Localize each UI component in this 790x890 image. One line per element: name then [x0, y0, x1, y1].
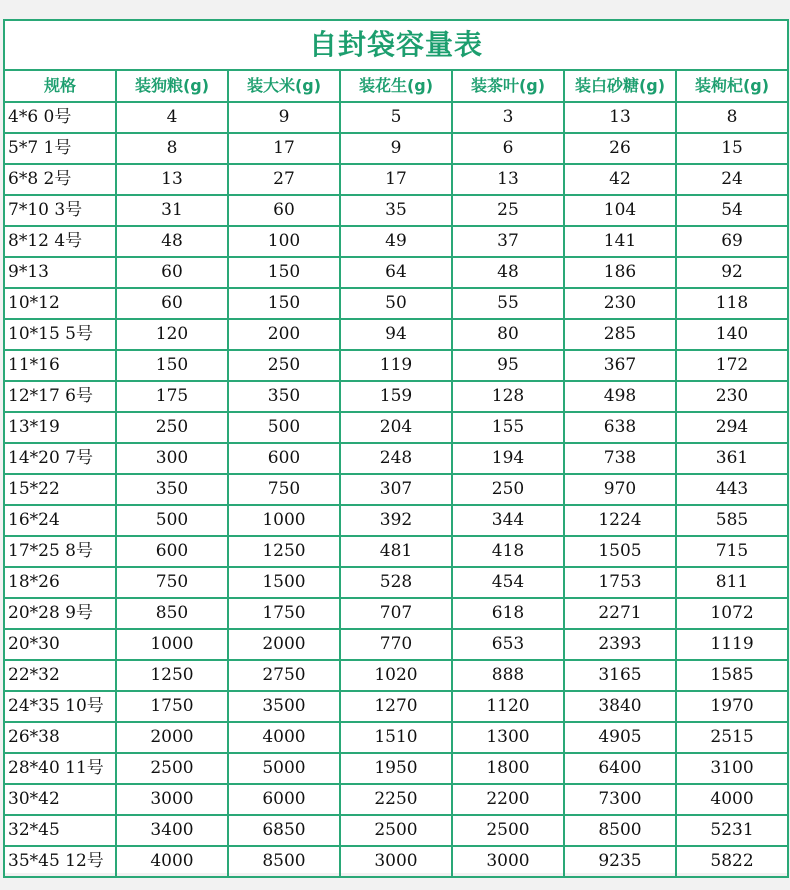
value-cell: 1800	[452, 753, 564, 784]
table-row	[4, 753, 788, 784]
spec-cell: 32*45	[4, 815, 116, 846]
value-cell: 17	[228, 133, 340, 164]
value-cell: 1224	[564, 505, 676, 536]
table-row	[4, 474, 788, 505]
value-cell: 307	[340, 474, 452, 505]
value-cell: 250	[452, 474, 564, 505]
value-cell: 9	[340, 133, 452, 164]
value-cell: 248	[340, 443, 452, 474]
value-cell: 200	[228, 319, 340, 350]
value-cell: 350	[228, 381, 340, 412]
value-cell: 48	[116, 226, 228, 257]
value-cell: 94	[340, 319, 452, 350]
value-cell: 250	[228, 350, 340, 381]
value-cell: 770	[340, 629, 452, 660]
value-cell: 4000	[228, 722, 340, 753]
value-cell: 50	[340, 288, 452, 319]
spec-cell: 24*35 10号	[4, 691, 116, 722]
value-cell: 8	[116, 133, 228, 164]
value-cell: 3000	[452, 846, 564, 877]
spec-cell: 17*25 8号	[4, 536, 116, 567]
spec-cell: 7*10 3号	[4, 195, 116, 226]
value-cell: 119	[340, 350, 452, 381]
value-cell: 13	[116, 164, 228, 195]
value-cell: 194	[452, 443, 564, 474]
value-cell: 35	[340, 195, 452, 226]
value-cell: 54	[676, 195, 788, 226]
value-cell: 707	[340, 598, 452, 629]
table-row	[4, 257, 788, 288]
spec-cell: 18*26	[4, 567, 116, 598]
value-cell: 285	[564, 319, 676, 350]
value-cell: 1000	[228, 505, 340, 536]
value-cell: 13	[452, 164, 564, 195]
value-cell: 8500	[228, 846, 340, 877]
value-cell: 2500	[116, 753, 228, 784]
table-title: 自封袋容量表	[4, 20, 788, 70]
table-row	[4, 226, 788, 257]
value-cell: 1510	[340, 722, 452, 753]
value-cell: 2750	[228, 660, 340, 691]
value-cell: 4	[116, 102, 228, 133]
value-cell: 60	[116, 288, 228, 319]
table-row	[4, 784, 788, 815]
spec-cell: 35*45 12号	[4, 846, 116, 877]
value-cell: 1119	[676, 629, 788, 660]
value-cell: 350	[116, 474, 228, 505]
value-cell: 5822	[676, 846, 788, 877]
spec-cell: 13*19	[4, 412, 116, 443]
table-row	[4, 133, 788, 164]
value-cell: 653	[452, 629, 564, 660]
table-row	[4, 350, 788, 381]
header-goji: 装枸杞(g)	[676, 70, 788, 102]
value-cell: 3000	[116, 784, 228, 815]
value-cell: 92	[676, 257, 788, 288]
value-cell: 186	[564, 257, 676, 288]
value-cell: 5	[340, 102, 452, 133]
value-cell: 600	[228, 443, 340, 474]
value-cell: 80	[452, 319, 564, 350]
table-row	[4, 629, 788, 660]
spec-cell: 20*30	[4, 629, 116, 660]
value-cell: 37	[452, 226, 564, 257]
spec-cell: 12*17 6号	[4, 381, 116, 412]
value-cell: 3	[452, 102, 564, 133]
table-row	[4, 381, 788, 412]
spec-cell: 28*40 11号	[4, 753, 116, 784]
header-tea: 装茶叶(g)	[452, 70, 564, 102]
value-cell: 600	[116, 536, 228, 567]
value-cell: 128	[452, 381, 564, 412]
table-row	[4, 846, 788, 877]
value-cell: 4000	[676, 784, 788, 815]
value-cell: 2515	[676, 722, 788, 753]
table-row	[4, 443, 788, 474]
spec-cell: 11*16	[4, 350, 116, 381]
value-cell: 13	[564, 102, 676, 133]
value-cell: 31	[116, 195, 228, 226]
value-cell: 618	[452, 598, 564, 629]
value-cell: 361	[676, 443, 788, 474]
value-cell: 443	[676, 474, 788, 505]
value-cell: 1020	[340, 660, 452, 691]
value-cell: 150	[228, 288, 340, 319]
value-cell: 230	[564, 288, 676, 319]
spec-cell: 4*6 0号	[4, 102, 116, 133]
value-cell: 1072	[676, 598, 788, 629]
spec-cell: 10*15 5号	[4, 319, 116, 350]
value-cell: 49	[340, 226, 452, 257]
value-cell: 2500	[452, 815, 564, 846]
value-cell: 9	[228, 102, 340, 133]
value-cell: 6000	[228, 784, 340, 815]
value-cell: 585	[676, 505, 788, 536]
header-peanut: 装花生(g)	[340, 70, 452, 102]
value-cell: 25	[452, 195, 564, 226]
table-row	[4, 319, 788, 350]
value-cell: 1120	[452, 691, 564, 722]
value-cell: 454	[452, 567, 564, 598]
value-cell: 5000	[228, 753, 340, 784]
spec-cell: 16*24	[4, 505, 116, 536]
title-row	[4, 20, 788, 70]
spec-cell: 15*22	[4, 474, 116, 505]
value-cell: 250	[116, 412, 228, 443]
value-cell: 2250	[340, 784, 452, 815]
table-row	[4, 505, 788, 536]
value-cell: 204	[340, 412, 452, 443]
value-cell: 1250	[228, 536, 340, 567]
value-cell: 24	[676, 164, 788, 195]
value-cell: 3165	[564, 660, 676, 691]
value-cell: 888	[452, 660, 564, 691]
table-row	[4, 164, 788, 195]
table-row	[4, 536, 788, 567]
value-cell: 1950	[340, 753, 452, 784]
value-cell: 7300	[564, 784, 676, 815]
value-cell: 60	[116, 257, 228, 288]
value-cell: 500	[228, 412, 340, 443]
capacity-table	[3, 19, 789, 878]
value-cell: 6400	[564, 753, 676, 784]
value-cell: 175	[116, 381, 228, 412]
value-cell: 528	[340, 567, 452, 598]
value-cell: 5231	[676, 815, 788, 846]
value-cell: 9235	[564, 846, 676, 877]
spec-cell: 10*12	[4, 288, 116, 319]
value-cell: 55	[452, 288, 564, 319]
value-cell: 104	[564, 195, 676, 226]
spec-cell: 9*13	[4, 257, 116, 288]
table-row	[4, 288, 788, 319]
value-cell: 1500	[228, 567, 340, 598]
value-cell: 811	[676, 567, 788, 598]
value-cell: 715	[676, 536, 788, 567]
value-cell: 48	[452, 257, 564, 288]
header-sugar: 装白砂糖(g)	[564, 70, 676, 102]
table-row	[4, 195, 788, 226]
value-cell: 3500	[228, 691, 340, 722]
value-cell: 42	[564, 164, 676, 195]
value-cell: 638	[564, 412, 676, 443]
value-cell: 15	[676, 133, 788, 164]
value-cell: 4905	[564, 722, 676, 753]
value-cell: 1300	[452, 722, 564, 753]
value-cell: 481	[340, 536, 452, 567]
spec-cell: 5*7 1号	[4, 133, 116, 164]
value-cell: 1270	[340, 691, 452, 722]
table-row	[4, 567, 788, 598]
table-row	[4, 722, 788, 753]
value-cell: 738	[564, 443, 676, 474]
spec-cell: 30*42	[4, 784, 116, 815]
spec-cell: 6*8 2号	[4, 164, 116, 195]
value-cell: 3000	[340, 846, 452, 877]
value-cell: 26	[564, 133, 676, 164]
value-cell: 8	[676, 102, 788, 133]
value-cell: 1000	[116, 629, 228, 660]
value-cell: 1750	[116, 691, 228, 722]
spec-cell: 22*32	[4, 660, 116, 691]
value-cell: 300	[116, 443, 228, 474]
table-row	[4, 815, 788, 846]
value-cell: 27	[228, 164, 340, 195]
value-cell: 344	[452, 505, 564, 536]
value-cell: 970	[564, 474, 676, 505]
value-cell: 3100	[676, 753, 788, 784]
value-cell: 2393	[564, 629, 676, 660]
value-cell: 294	[676, 412, 788, 443]
value-cell: 100	[228, 226, 340, 257]
value-cell: 1585	[676, 660, 788, 691]
value-cell: 172	[676, 350, 788, 381]
value-cell: 2271	[564, 598, 676, 629]
value-cell: 17	[340, 164, 452, 195]
value-cell: 500	[116, 505, 228, 536]
table-row	[4, 660, 788, 691]
value-cell: 3400	[116, 815, 228, 846]
value-cell: 1505	[564, 536, 676, 567]
value-cell: 4000	[116, 846, 228, 877]
value-cell: 64	[340, 257, 452, 288]
value-cell: 150	[228, 257, 340, 288]
value-cell: 60	[228, 195, 340, 226]
value-cell: 750	[116, 567, 228, 598]
spec-cell: 20*28 9号	[4, 598, 116, 629]
value-cell: 141	[564, 226, 676, 257]
value-cell: 230	[676, 381, 788, 412]
value-cell: 69	[676, 226, 788, 257]
value-cell: 2200	[452, 784, 564, 815]
value-cell: 8500	[564, 815, 676, 846]
header-spec: 规格	[4, 70, 116, 102]
header-row	[4, 70, 788, 102]
header-rice: 装大米(g)	[228, 70, 340, 102]
table-row	[4, 412, 788, 443]
table-row	[4, 102, 788, 133]
value-cell: 140	[676, 319, 788, 350]
value-cell: 159	[340, 381, 452, 412]
capacity-sheet	[3, 19, 787, 873]
value-cell: 118	[676, 288, 788, 319]
table-body	[4, 102, 788, 877]
value-cell: 498	[564, 381, 676, 412]
header-dog-food: 装狗粮(g)	[116, 70, 228, 102]
value-cell: 1970	[676, 691, 788, 722]
spec-cell: 26*38	[4, 722, 116, 753]
value-cell: 95	[452, 350, 564, 381]
value-cell: 850	[116, 598, 228, 629]
value-cell: 150	[116, 350, 228, 381]
value-cell: 6850	[228, 815, 340, 846]
value-cell: 2000	[116, 722, 228, 753]
value-cell: 1750	[228, 598, 340, 629]
table-row	[4, 598, 788, 629]
value-cell: 750	[228, 474, 340, 505]
value-cell: 120	[116, 319, 228, 350]
value-cell: 1250	[116, 660, 228, 691]
value-cell: 6	[452, 133, 564, 164]
spec-cell: 14*20 7号	[4, 443, 116, 474]
value-cell: 1753	[564, 567, 676, 598]
value-cell: 392	[340, 505, 452, 536]
value-cell: 3840	[564, 691, 676, 722]
value-cell: 367	[564, 350, 676, 381]
value-cell: 418	[452, 536, 564, 567]
table-row	[4, 691, 788, 722]
spec-cell: 8*12 4号	[4, 226, 116, 257]
value-cell: 2500	[340, 815, 452, 846]
value-cell: 2000	[228, 629, 340, 660]
value-cell: 155	[452, 412, 564, 443]
